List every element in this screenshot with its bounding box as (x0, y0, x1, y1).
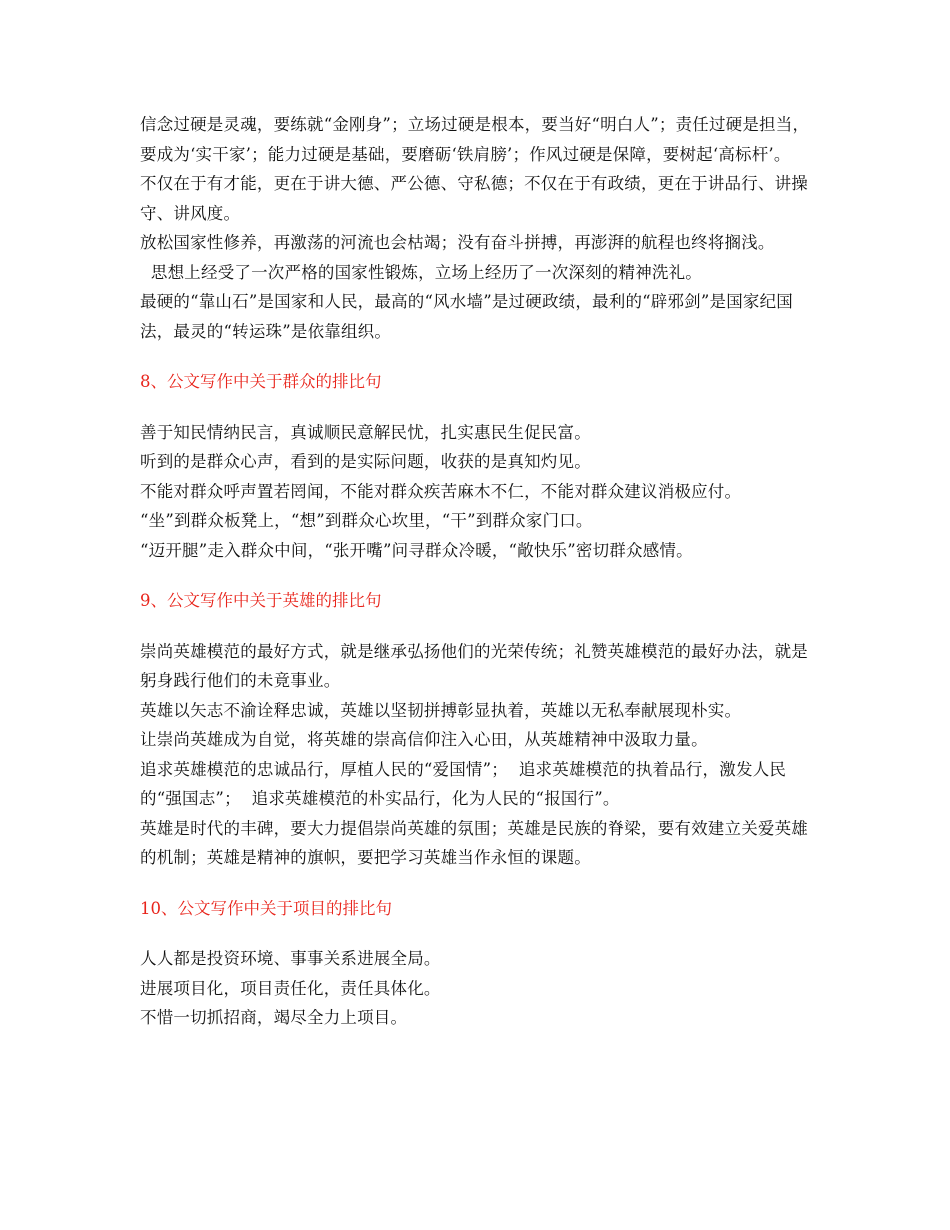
paragraph: 听到的是群众心声，看到的是实际问题，收获的是真知灼见。 (140, 452, 591, 471)
paragraph: 信念过硬是灵魂，要练就“金刚身”；立场过硬是根本，要当好“明白人”；责任过硬是担当，要成为‘实干家’；能力过硬是基础，要磨砺‘铁肩膀’；作风过硬是保障，要树起‘高标杆’。 (140, 115, 810, 164)
paragraph: 英雄是时代的丰碑，要大力提倡崇尚英雄的氛围；英雄是民族的脊梁，要有效建立关爱英雄的机制；英雄是精神的旗帜，要把学习英雄当作永恒的课题。 (140, 818, 808, 867)
paragraph: 最硬的“靠山石”是国家和人民，最高的“风水墙”是过硬政绩，最利的“辟邪剑”是国家纪国法，最灵的“转运珠”是依靠组织。 (140, 292, 794, 341)
paragraph: 思想上经受了一次严格的国家性锻炼，立场上经历了一次深刻的精神洗礼。 (140, 262, 702, 282)
paragraph: “迈开腿”走入群众中间，“张开嘴”问寻群众冷暖，“敞快乐”密切群众感情。 (140, 540, 693, 560)
paragraph: “坐”到群众板凳上，“想”到群众心坎里，“干”到群众家门口。 (140, 511, 593, 530)
document-body (140, 110, 820, 1033)
section-heading-crowd: 8、公文写作中关于群众的排比句 (140, 372, 382, 391)
section-heading-hero: 9、公文写作中关于英雄的排比句 (140, 591, 382, 610)
paragraph: 英雄以矢志不渝诠释忠诚，英雄以坚韧拼搏彰显执着，英雄以无私奉献展现朴实。 (140, 700, 742, 720)
paragraph: 不惜一切抓招商，竭尽全力上项目。 (140, 1008, 408, 1027)
paragraph: 放松国家性修养，再激荡的河流也会枯竭；没有奋斗拼搏，再澎湃的航程也终将搁浅。 (140, 233, 775, 252)
paragraph: 追求英雄模范的忠诚品行，厚植人民的“爱国情”； 追求英雄模范的执着品行，激发人民的“强国志”； 追求英雄模范的朴实品行，化为人民的“报国行”。 (140, 759, 787, 808)
paragraph: 善于知民情纳民言，真诚顺民意解民忧，扎实惠民生促民富。 (140, 422, 591, 442)
paragraph: 进展项目化，项目责任化，责任具体化。 (140, 978, 441, 998)
paragraph: 不仅在于有才能，更在于讲大德、严公德、守私德；不仅在于有政绩，更在于讲品行、讲操守、讲风度。 (140, 174, 808, 223)
paragraph: 不能对群众呼声置若罔闻，不能对群众疾苦麻木不仁，不能对群众建议消极应付。 (140, 481, 742, 501)
section-heading-project: 10、公文写作中关于项目的排比句 (140, 898, 392, 918)
paragraph: 让崇尚英雄成为自觉，将英雄的崇高信仰注入心田，从英雄精神中汲取力量。 (140, 730, 708, 749)
paragraph: 崇尚英雄模范的最好方式，就是继承弘扬他们的光荣传统；礼赞英雄模范的最好办法，就是躬身践行他们的未竟事业。 (140, 641, 808, 690)
paragraph: 人人都是投资环境、事事关系进展全局。 (140, 949, 441, 968)
